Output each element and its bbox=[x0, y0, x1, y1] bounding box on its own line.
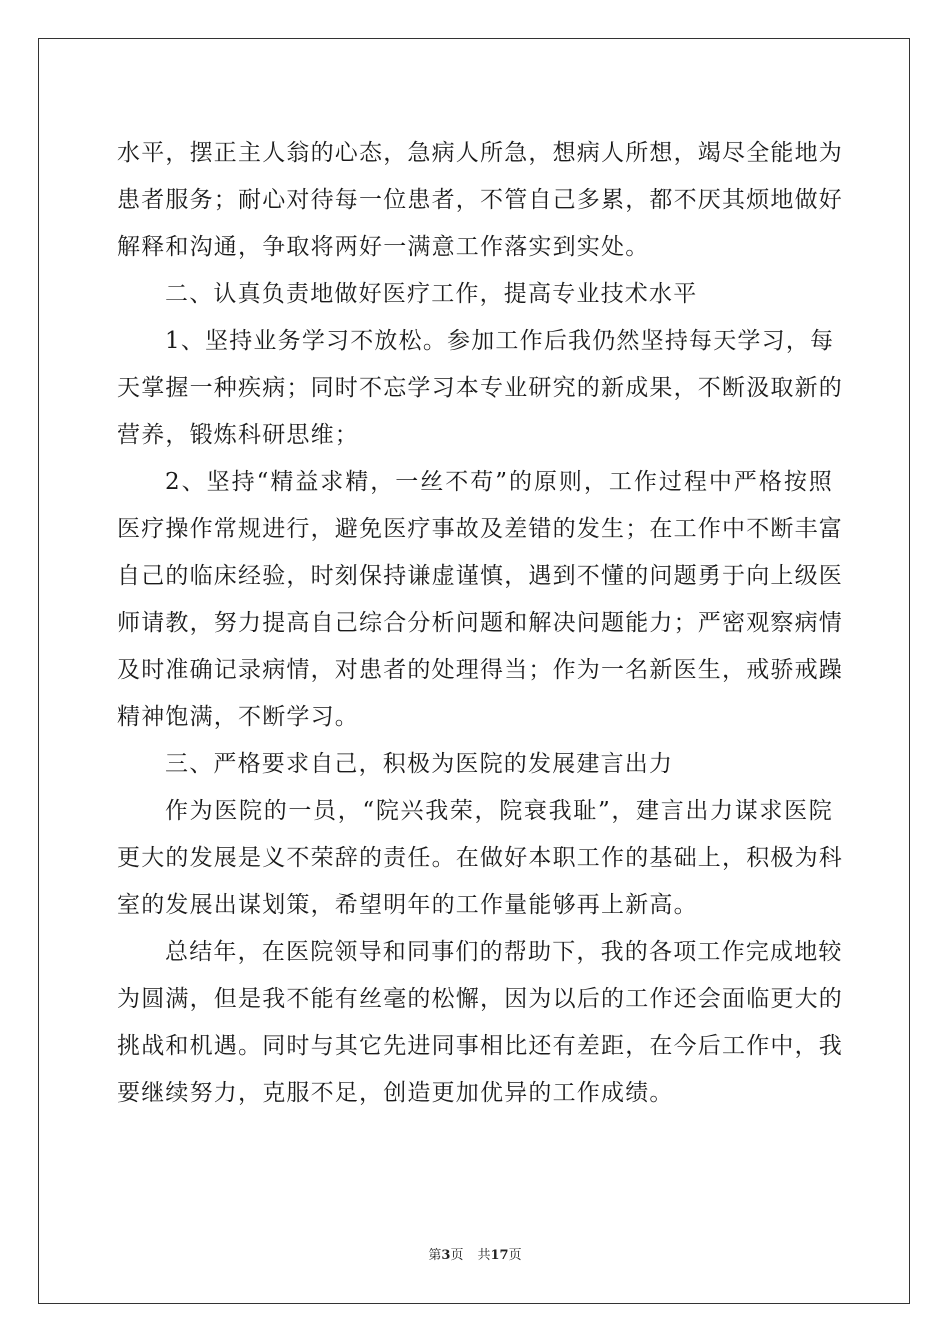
text-line: 要继续努力，克服不足，创造更加优异的工作成绩。 bbox=[117, 1080, 674, 1106]
text-line: 及时准确记录病情，对患者的处理得当；作为一名新医生，戒骄戒躁 bbox=[117, 657, 843, 683]
page-number: 3 bbox=[441, 1248, 451, 1263]
text-line: 自己的临床经验，时刻保持谦虚谨慎，遇到不懂的问题勇于向上级医 bbox=[117, 563, 843, 589]
text-line: 医疗操作常规进行，避免医疗事故及差错的发生；在工作中不断丰富 bbox=[117, 516, 843, 542]
document-body bbox=[117, 130, 843, 1117]
text-line: 1、坚持业务学习不放松。参加工作后我仍然坚持每天学习，每 bbox=[165, 328, 835, 354]
total-pages: 17 bbox=[490, 1248, 509, 1263]
text-line: 室的发展出谋划策，希望明年的工作量能够再上新高。 bbox=[117, 892, 698, 918]
text-line: 天掌握一种疾病；同时不忘学习本专业研究的新成果，不断汲取新的 bbox=[117, 375, 843, 401]
text-line: 营养，锻炼科研思维； bbox=[117, 422, 359, 448]
page-footer bbox=[0, 1244, 950, 1263]
total-suffix: 页 bbox=[508, 1248, 522, 1263]
text-line: 作为医院的一员，“院兴我荣，院衰我耻”，建言出力谋求医院 bbox=[165, 798, 833, 824]
text-line: 更大的发展是义不荣辞的责任。在做好本职工作的基础上，积极为科 bbox=[117, 845, 843, 871]
text-line: 精神饱满，不断学习。 bbox=[117, 704, 359, 730]
text-line: 总结年，在医院领导和同事们的帮助下，我的各项工作完成地较 bbox=[165, 939, 843, 965]
text-line: 患者服务；耐心对待每一位患者，不管自己多累，都不厌其烦地做好 bbox=[117, 187, 843, 213]
section-heading: 二、认真负责地做好医疗工作，提高专业技术水平 bbox=[165, 281, 698, 307]
text-line: 解释和沟通，争取将两好一满意工作落实到实处。 bbox=[117, 234, 650, 260]
page-suffix: 页 bbox=[450, 1248, 464, 1263]
text-line: 挑战和机遇。同时与其它先进同事相比还有差距，在今后工作中，我 bbox=[117, 1033, 843, 1059]
text-line: 水平，摆正主人翁的心态，急病人所急，想病人所想，竭尽全能地为 bbox=[117, 140, 843, 166]
text-line: 2、坚持“精益求精，一丝不苟”的原则，工作过程中严格按照 bbox=[165, 469, 833, 495]
text-line: 师请教，努力提高自己综合分析问题和解决问题能力；严密观察病情 bbox=[117, 610, 843, 636]
page-prefix: 第 bbox=[428, 1248, 442, 1263]
section-heading: 三、严格要求自己，积极为医院的发展建言出力 bbox=[165, 751, 674, 777]
text-line: 为圆满，但是我不能有丝毫的松懈，因为以后的工作还会面临更大的 bbox=[117, 986, 843, 1012]
total-prefix: 共 bbox=[477, 1248, 491, 1263]
